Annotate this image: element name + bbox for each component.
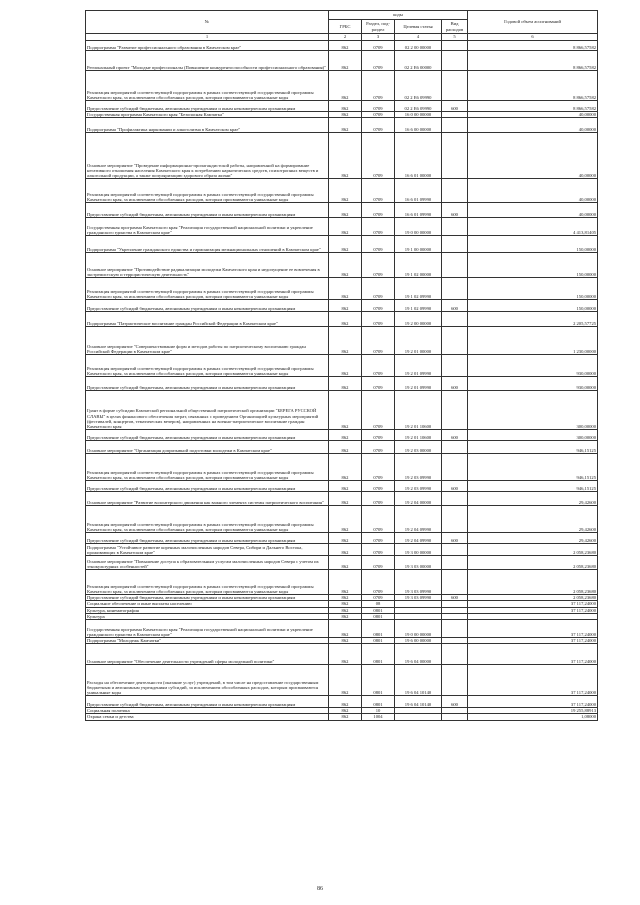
row-razdel-cell: 0709 [362, 355, 395, 377]
table-row [86, 441, 598, 454]
table-row [86, 620, 598, 638]
table-row [86, 556, 598, 570]
row-vr-cell [442, 278, 468, 300]
row-sum-cell: 4 413,81405 [468, 218, 598, 236]
row-grbs-cell: 862 [329, 312, 362, 327]
table-row [86, 391, 598, 430]
row-grbs-cell: 862 [329, 638, 362, 644]
row-sum-cell: 2 058,23680 [468, 556, 598, 570]
row-name-cell: Предоставление субсидий бюджетным, автономным учреждениям и иным некоммерческим организациям [86, 300, 329, 312]
row-razdel-cell: 0801 [362, 620, 395, 638]
row-sum-cell: 40,00000 [468, 118, 598, 133]
row-sum-cell: 8 866,57582 [468, 41, 598, 51]
row-vr-cell [442, 391, 468, 430]
row-razdel-cell: 0709 [362, 41, 395, 51]
row-sum-cell: 37 117,24000 [468, 696, 598, 708]
table-header [86, 11, 598, 41]
row-vr-cell [442, 118, 468, 133]
row-name-cell: Основное мероприятие "Проведение информационно-пропагандистской работы, направленной на формирование негативного отношения населения Камчатского края к потреблению наркотических средств, психотропных веществ и алкогольной продукции, а также популяризацию здорового образа жизни" [86, 133, 329, 179]
row-razdel-cell: 0801 [362, 607, 395, 613]
header-cs: Целевая статья [395, 20, 442, 34]
table-row [86, 253, 598, 278]
row-name-cell: Государственная программа Камчатского края "Реализация государственной национальной политики и укрепление гражданского единства в Камчатском крае" [86, 620, 329, 638]
row-cs-cell: 19 1 00 00000 [395, 236, 442, 253]
row-cs-cell: 19 2 04 09990 [395, 533, 442, 544]
row-name-cell: Подпрограмма "Развитие профессионального образования в Камчатском крае" [86, 41, 329, 51]
row-name-cell: Подпрограмма "Устойчивое развитие коренных малочисленных народов Севера, Сибири и Дальнего Востока, проживающих в Камчатском крае" [86, 544, 329, 556]
index-cell: 1 [86, 34, 329, 41]
row-name-cell: Социальное обеспечение и иные выплаты населению [86, 601, 329, 607]
row-vr-cell: 600 [442, 696, 468, 708]
row-vr-cell [442, 179, 468, 203]
row-grbs-cell: 862 [329, 300, 362, 312]
row-vr-cell [442, 441, 468, 454]
row-sum-cell: 29,42600 [468, 492, 598, 506]
row-grbs-cell: 862 [329, 665, 362, 696]
row-name-cell: Основное мероприятие "Развитие волонтерского движения как важного элемента системы патриотического воспитания" [86, 492, 329, 506]
row-vr-cell [442, 327, 468, 355]
row-name-cell: Реализация мероприятий соответствующей подпрограммы в рамках соответствующей государственной программы Камчатского края, за исключением обособленных расходов, которым присваиваются уникальные коды [86, 355, 329, 377]
row-vr-cell [442, 492, 468, 506]
table-row [86, 118, 598, 133]
row-vr-cell: 600 [442, 300, 468, 312]
row-vr-cell [442, 620, 468, 638]
row-grbs-cell: 862 [329, 481, 362, 492]
row-grbs-cell: 862 [329, 620, 362, 638]
row-razdel-cell: 0709 [362, 118, 395, 133]
table-row [86, 665, 598, 696]
row-sum-cell: 37 117,24000 [468, 601, 598, 607]
row-sum-cell: 300,00000 [468, 391, 598, 430]
row-sum-cell: 946,15125 [468, 454, 598, 481]
row-sum-cell: 8 866,57582 [468, 101, 598, 112]
table-row [86, 644, 598, 665]
row-vr-cell: 600 [442, 595, 468, 601]
row-grbs-cell: 862 [329, 327, 362, 355]
row-grbs-cell: 862 [329, 595, 362, 601]
row-name-cell: Региональный проект "Молодые профессионалы (Повышение конкурентоспособности профессионального образования)" [86, 51, 329, 71]
row-vr-cell [442, 312, 468, 327]
row-cs-cell: 19 2 03 09990 [395, 481, 442, 492]
row-grbs-cell: 862 [329, 133, 362, 179]
row-razdel-cell: 0709 [362, 101, 395, 112]
row-cs-cell: 19 6 04 10140 [395, 696, 442, 708]
row-name-cell: Предоставление субсидий бюджетным, автономным учреждениям и иным некоммерческим организациям [86, 430, 329, 441]
row-name-cell: Подпрограмма "Профилактика наркомании и алкоголизма в Камчатском крае" [86, 118, 329, 133]
row-cs-cell: 02 2 00 00000 [395, 41, 442, 51]
row-grbs-cell: 862 [329, 714, 362, 720]
row-cs-cell: 02 2 E6 09990 [395, 71, 442, 101]
row-name-cell: Предоставление субсидий бюджетным, автономным учреждениям и иным некоммерческим организациям [86, 595, 329, 601]
row-cs-cell: 19 2 03 09990 [395, 454, 442, 481]
row-vr-cell: 600 [442, 430, 468, 441]
row-sum-cell: 8 866,57582 [468, 51, 598, 71]
row-name-cell: Основное мероприятие "Обеспечение деятельности учреждений сферы молодежной политики" [86, 644, 329, 665]
row-name-cell: Предоставление субсидий бюджетным, автономным учреждениям и иным некоммерческим организациям [86, 377, 329, 391]
table-row [86, 51, 598, 71]
table-row [86, 533, 598, 544]
row-grbs-cell: 862 [329, 601, 362, 607]
table-row [86, 506, 598, 533]
row-cs-cell: 02 2 E6 00000 [395, 51, 442, 71]
row-name-cell: Предоставление субсидий бюджетным, автономным учреждениям и иным некоммерческим организациям [86, 101, 329, 112]
row-grbs-cell: 862 [329, 179, 362, 203]
row-grbs-cell: 862 [329, 613, 362, 619]
row-name-cell: Реализация мероприятий соответствующей подпрограммы в рамках соответствующей государственной программы Камчатского края, за исключением обособленных расходов, которым присваиваются уникальные коды [86, 278, 329, 300]
header-razdel: Раздел, под-раздел [362, 20, 395, 34]
table-row [86, 203, 598, 218]
row-cs-cell: 19 1 02 09990 [395, 278, 442, 300]
row-grbs-cell: 862 [329, 430, 362, 441]
table-row [86, 71, 598, 101]
row-vr-cell [442, 544, 468, 556]
row-name-cell: Подпрограмма "Молодежь Камчатки" [86, 638, 329, 644]
row-name-cell: Социальная политика [86, 708, 329, 714]
row-grbs-cell: 862 [329, 708, 362, 714]
row-grbs-cell: 862 [329, 101, 362, 112]
row-grbs-cell: 862 [329, 570, 362, 595]
row-cs-cell: 16 6 01 09990 [395, 179, 442, 203]
row-vr-cell: 600 [442, 101, 468, 112]
row-razdel-cell: 0709 [362, 327, 395, 355]
row-sum-cell: 29,42600 [468, 506, 598, 533]
row-razdel-cell: 1004 [362, 714, 395, 720]
row-grbs-cell: 862 [329, 492, 362, 506]
row-sum-cell: 300,00000 [468, 430, 598, 441]
row-sum-cell: 8 866,57582 [468, 71, 598, 101]
row-razdel-cell: 0709 [362, 533, 395, 544]
row-name-cell: Грант в форме субсидии Камчатской региональной общественной патриотической организации "БЕРЕГА РУССКОЙ СЛАВЫ" в целях финансового обеспечения затрат, связанных с проведением Организацией культурных мероприятий (фестивалей, концертов, тематических вечеров), направленных на военно-патриотическое воспитание граждан Камчатского края [86, 391, 329, 430]
table-row [86, 218, 598, 236]
row-grbs-cell: 862 [329, 51, 362, 71]
row-razdel-cell: 0709 [362, 595, 395, 601]
row-razdel-cell: 0709 [362, 441, 395, 454]
table-body [86, 41, 598, 721]
row-vr-cell [442, 253, 468, 278]
row-cs-cell: 19 2 01 00000 [395, 327, 442, 355]
row-sum-cell: 37 117,24000 [468, 665, 598, 696]
table-row [86, 355, 598, 377]
row-cs-cell: 19 3 03 00000 [395, 556, 442, 570]
row-cs-cell: 02 2 E6 09990 [395, 101, 442, 112]
row-grbs-cell: 862 [329, 218, 362, 236]
row-grbs-cell: 862 [329, 607, 362, 613]
row-vr-cell [442, 133, 468, 179]
row-name-cell: Реализация мероприятий соответствующей подпрограммы в рамках соответствующей государственной программы Камчатского края, за исключением обособленных расходов, которым присваиваются уникальные коды [86, 454, 329, 481]
row-razdel-cell: 0709 [362, 278, 395, 300]
table-row [86, 454, 598, 481]
table-row [86, 101, 598, 112]
table-row [86, 544, 598, 556]
row-grbs-cell: 862 [329, 377, 362, 391]
row-sum-cell: 2 058,23680 [468, 570, 598, 595]
row-sum-cell: 946,15125 [468, 481, 598, 492]
row-grbs-cell: 862 [329, 454, 362, 481]
header-vr: Вид расходов [442, 20, 468, 34]
row-vr-cell [442, 665, 468, 696]
row-vr-cell [442, 570, 468, 595]
row-name-cell: Расходы на обеспечение деятельности (оказание услуг) учреждений, в том числе на предоставление государственным бюджетным и автономным учреждениям субсидий, за исключением обособленных расходов, которым присваиваются уникальные коды [86, 665, 329, 696]
row-grbs-cell: 862 [329, 391, 362, 430]
header-name: № [86, 11, 329, 34]
row-cs-cell: 19 2 04 00000 [395, 492, 442, 506]
row-cs-cell: 19 2 04 09990 [395, 506, 442, 533]
row-cs-cell: 19 6 00 00000 [395, 638, 442, 644]
row-grbs-cell: 862 [329, 118, 362, 133]
row-cs-cell: 16 6 01 09990 [395, 203, 442, 218]
table-row [86, 492, 598, 506]
index-cell: 3 [362, 34, 395, 41]
row-cs-cell: 19 3 03 09990 [395, 595, 442, 601]
row-razdel-cell: 0709 [362, 203, 395, 218]
row-cs-cell: 19 2 01 09990 [395, 377, 442, 391]
table-row [86, 278, 598, 300]
row-razdel-cell: 0709 [362, 312, 395, 327]
row-razdel-cell: 0709 [362, 570, 395, 595]
row-name-cell: Подпрограмма "Укрепление гражданского единства и гармонизация межнациональных отношений в Камчатском крае" [86, 236, 329, 253]
row-razdel-cell: 0709 [362, 133, 395, 179]
row-grbs-cell: 862 [329, 544, 362, 556]
row-grbs-cell: 862 [329, 644, 362, 665]
index-cell: 6 [468, 34, 598, 41]
row-razdel-cell: 0709 [362, 481, 395, 492]
row-vr-cell: 600 [442, 533, 468, 544]
row-razdel-cell: 0709 [362, 391, 395, 430]
row-vr-cell [442, 51, 468, 71]
row-grbs-cell: 862 [329, 253, 362, 278]
row-name-cell: Основное мероприятие "Повышение доступа к образовательным услугам малочисленных народов Севера с учетом их этнокультурных особенностей" [86, 556, 329, 570]
row-razdel-cell: 0801 [362, 613, 395, 619]
row-razdel-cell: 0709 [362, 377, 395, 391]
header-codes: коды [329, 11, 468, 20]
row-sum-cell: 19 255,88913 [468, 708, 598, 714]
row-sum-cell: 37 117,24000 [468, 644, 598, 665]
row-sum-cell: 29,42600 [468, 533, 598, 544]
row-cs-cell: 16 6 01 00000 [395, 133, 442, 179]
row-razdel-cell: 0801 [362, 665, 395, 696]
row-name-cell: Предоставление субсидий бюджетным, автономным учреждениям и иным некоммерческим организациям [86, 533, 329, 544]
row-sum-cell: 1 230,00000 [468, 327, 598, 355]
row-vr-cell [442, 556, 468, 570]
row-cs-cell: 19 0 00 00000 [395, 620, 442, 638]
row-razdel-cell: 0709 [362, 51, 395, 71]
budget-table [85, 10, 598, 721]
row-vr-cell [442, 714, 468, 720]
row-grbs-cell: 862 [329, 41, 362, 51]
row-cs-cell: 19 2 01 10600 [395, 430, 442, 441]
row-sum-cell: 37 117,24000 [468, 620, 598, 638]
row-name-cell: Основное мероприятие "Организация допризывной подготовки молодежи в Камчатском крае" [86, 441, 329, 454]
row-razdel-cell: 0709 [362, 253, 395, 278]
row-vr-cell: 600 [442, 203, 468, 218]
row-cs-cell: 19 2 01 10600 [395, 391, 442, 430]
row-name-cell: Предоставление субсидий бюджетным, автономным учреждениям и иным некоммерческим организациям [86, 203, 329, 218]
row-grbs-cell: 862 [329, 533, 362, 544]
row-razdel-cell: 0709 [362, 112, 395, 118]
row-cs-cell: 19 6 04 10140 [395, 665, 442, 696]
row-sum-cell: 40,00000 [468, 133, 598, 179]
row-sum-cell: 2 058,23680 [468, 595, 598, 601]
row-vr-cell [442, 355, 468, 377]
row-cs-cell: 19 3 00 00000 [395, 544, 442, 556]
header-grbs: ГРБС [329, 20, 362, 34]
table-row [86, 312, 598, 327]
index-cell: 4 [395, 34, 442, 41]
row-razdel-cell: 0709 [362, 179, 395, 203]
row-sum-cell: 150,00000 [468, 236, 598, 253]
row-grbs-cell: 862 [329, 441, 362, 454]
header-index-row [86, 34, 598, 41]
row-razdel-cell: 0801 [362, 644, 395, 665]
row-sum-cell: 2 205,57725 [468, 312, 598, 327]
row-razdel-cell: 10 [362, 708, 395, 714]
row-name-cell: Государственная программа Камчатского края "Безопасная Камчатка" [86, 112, 329, 118]
row-name-cell: Предоставление субсидий бюджетным, автономным учреждениям и иным некоммерческим организациям [86, 481, 329, 492]
row-cs-cell: 19 0 00 00000 [395, 218, 442, 236]
row-sum-cell: 2 058,23680 [468, 544, 598, 556]
table-row [86, 377, 598, 391]
row-vr-cell [442, 506, 468, 533]
row-sum-cell: 150,00000 [468, 253, 598, 278]
row-name-cell: Основное мероприятие "Противодействие радикализации молодежи Камчатского края и недопущение ее вовлечения в экстремистскую и террористическую деятельность" [86, 253, 329, 278]
row-sum-cell: 150,00000 [468, 300, 598, 312]
row-vr-cell [442, 41, 468, 51]
table-row [86, 133, 598, 179]
row-name-cell: Культура, кинематография [86, 607, 329, 613]
row-cs-cell: 19 6 04 00000 [395, 644, 442, 665]
row-cs-cell: 19 2 01 09990 [395, 355, 442, 377]
row-cs-cell: 19 1 02 09990 [395, 300, 442, 312]
row-razdel-cell: 0709 [362, 492, 395, 506]
row-sum-cell: 40,00000 [468, 203, 598, 218]
row-grbs-cell: 862 [329, 236, 362, 253]
row-razdel-cell: 0709 [362, 544, 395, 556]
index-cell: 2 [329, 34, 362, 41]
page-number: 86 [317, 886, 323, 892]
row-sum-cell: 37 117,24000 [468, 638, 598, 644]
table-row [86, 570, 598, 595]
row-vr-cell [442, 644, 468, 665]
row-name-cell: Реализация мероприятий соответствующей подпрограммы в рамках соответствующей государственной программы Камчатского края, за исключением обособленных расходов, которым присваиваются уникальные коды [86, 570, 329, 595]
row-name-cell: Культура [86, 613, 329, 619]
row-vr-cell [442, 236, 468, 253]
row-razdel-cell: 0709 [362, 556, 395, 570]
row-grbs-cell: 862 [329, 355, 362, 377]
row-grbs-cell: 862 [329, 506, 362, 533]
row-razdel-cell: 0709 [362, 300, 395, 312]
row-sum-cell: 40,00000 [468, 179, 598, 203]
row-grbs-cell: 862 [329, 112, 362, 118]
row-razdel-cell: 0709 [362, 430, 395, 441]
row-sum-cell: 930,00000 [468, 377, 598, 391]
row-cs-cell: 16 6 00 00000 [395, 118, 442, 133]
row-cs-cell: 19 2 03 00000 [395, 441, 442, 454]
row-grbs-cell: 862 [329, 696, 362, 708]
row-name-cell: Реализация мероприятий соответствующей подпрограммы в рамках соответствующей государственной программы Камчатского края, за исключением обособленных расходов, которым присваиваются уникальные коды [86, 506, 329, 533]
row-sum-cell: 946,15125 [468, 441, 598, 454]
row-name-cell: Подпрограмма "Патриотическое воспитание граждан Российской Федерации в Камчатском крае" [86, 312, 329, 327]
row-cs-cell: 19 2 00 00000 [395, 312, 442, 327]
row-name-cell: Реализация мероприятий соответствующей подпрограммы в рамках соответствующей государственной программы Камчатского края, за исключением обособленных расходов, которым присваиваются уникальные коды [86, 179, 329, 203]
table-row [86, 696, 598, 708]
row-cs-cell: 19 3 03 09990 [395, 570, 442, 595]
row-razdel-cell: 08 [362, 601, 395, 607]
table-row [86, 300, 598, 312]
row-cs-cell: 19 1 02 00000 [395, 253, 442, 278]
row-name-cell: Предоставление субсидий бюджетным, автономным учреждениям и иным некоммерческим организациям [86, 696, 329, 708]
row-razdel-cell: 0709 [362, 454, 395, 481]
row-grbs-cell: 862 [329, 71, 362, 101]
row-name-cell: Государственная программа Камчатского края "Реализация государственной национальной политики и укрепление гражданского единства в Камчатском крае" [86, 218, 329, 236]
row-grbs-cell: 862 [329, 556, 362, 570]
row-sum-cell: 37 117,24000 [468, 607, 598, 613]
table-row [86, 327, 598, 355]
row-cs-cell: 16 0 00 00000 [395, 112, 442, 118]
row-vr-cell [442, 71, 468, 101]
row-vr-cell [442, 454, 468, 481]
row-sum-cell: 1,08000 [468, 714, 598, 720]
row-vr-cell: 600 [442, 377, 468, 391]
index-cell: 5 [442, 34, 468, 41]
table-row [86, 481, 598, 492]
row-grbs-cell: 862 [329, 278, 362, 300]
row-sum-cell: 40,00000 [468, 112, 598, 118]
row-cs-cell [395, 714, 442, 720]
row-razdel-cell: 0801 [362, 638, 395, 644]
header-sum: Годовой объем ассигнований [468, 11, 598, 34]
table-row [86, 41, 598, 51]
row-sum-cell: 150,00000 [468, 278, 598, 300]
row-sum-cell: 930,00000 [468, 355, 598, 377]
row-name-cell: Реализация мероприятий соответствующей подпрограммы в рамках соответствующей государственной программы Камчатского края, за исключением обособленных расходов, которым присваиваются уникальные коды [86, 71, 329, 101]
row-razdel-cell: 0709 [362, 218, 395, 236]
row-name-cell: Основное мероприятие "Совершенствование форм и методов работы по патриотическому воспитанию граждан Российской Федерации в Камчатском крае" [86, 327, 329, 355]
row-razdel-cell: 0709 [362, 236, 395, 253]
row-vr-cell: 600 [442, 481, 468, 492]
table-row [86, 714, 598, 720]
row-vr-cell [442, 218, 468, 236]
row-name-cell: Охрана семьи и детства [86, 714, 329, 720]
table-row [86, 236, 598, 253]
row-razdel-cell: 0801 [362, 696, 395, 708]
row-razdel-cell: 0709 [362, 71, 395, 101]
table-row [86, 179, 598, 203]
row-razdel-cell: 0709 [362, 506, 395, 533]
table-row [86, 430, 598, 441]
row-grbs-cell: 862 [329, 203, 362, 218]
